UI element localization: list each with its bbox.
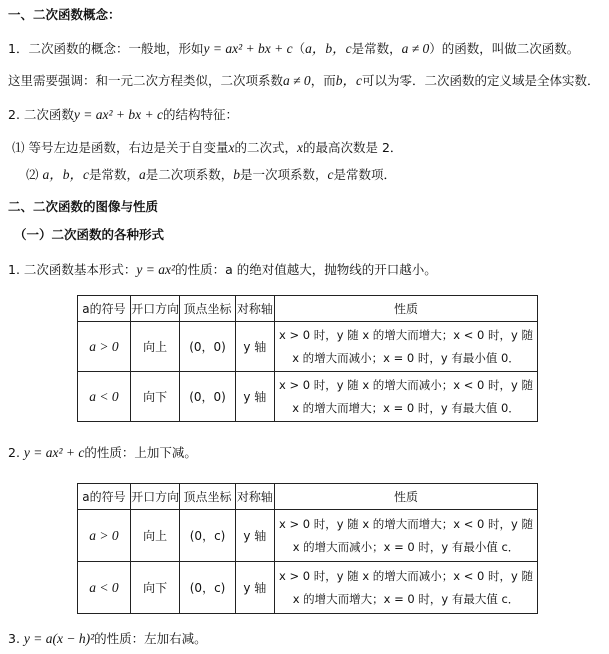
cell-direction: 向下 (130, 372, 180, 422)
paragraph-form-3 (8, 630, 207, 648)
cell-sign: a < 0 (78, 562, 131, 614)
cell-vertex: (0，0) (180, 372, 235, 422)
formula: a，b，c (42, 167, 89, 182)
property-line: x > 0 时，y 随 x 的增大而减小；x < 0 时，y 随 (279, 568, 533, 583)
header-sign: a的符号 (78, 484, 131, 510)
table-row (78, 372, 538, 422)
text: 是一次项系数， (240, 167, 328, 182)
formula: y = ax² + bx + c (73, 107, 164, 122)
subsection-heading-forms: （一）二次函数的各种形式 (14, 227, 165, 242)
paragraph-emphasis (8, 72, 599, 90)
cell-direction: 向下 (130, 562, 180, 614)
formula: y = ax² + bx + c (203, 41, 293, 56)
text: 是常数， (351, 41, 402, 56)
cell-vertex: (0，c) (180, 510, 235, 562)
cell-property (275, 510, 538, 562)
text: 的二次式， (234, 140, 297, 155)
property-line: x 的增大而增大；x = 0 时，y 有最大值 0． (292, 400, 520, 415)
property-line: x > 0 时，y 随 x 的增大而增大；x < 0 时，y 随 (279, 516, 533, 531)
property-line: x 的增大而减小；x = 0 时，y 有最小值 c． (292, 539, 520, 554)
text: 1. 二次函数基本形式： (8, 262, 137, 277)
table-row (78, 322, 538, 372)
paragraph-feature-2 (26, 166, 396, 184)
formula: x (228, 140, 235, 155)
cell-vertex: (0，c) (180, 562, 235, 614)
text: 这里需要强调：和一元二次方程类似，二次项系数 (8, 73, 284, 88)
text: 3. (8, 631, 24, 646)
table-row (78, 562, 538, 614)
formula: b (233, 167, 241, 182)
formula: b，c (335, 73, 362, 88)
text: ，而 (310, 73, 336, 88)
text: 的性质：上加下减。 (84, 445, 197, 460)
cell-property (275, 322, 538, 372)
cell-property (275, 372, 538, 422)
text: ⑴ 等号左边是函数，右边是关于自变量 (12, 140, 229, 155)
properties-table-1 (77, 295, 538, 422)
cell-sign: a < 0 (78, 372, 131, 422)
paragraph-structure (8, 106, 238, 124)
text: 是常数项． (333, 167, 397, 182)
formula: y = ax² + c (23, 445, 85, 460)
header-property: 性质 (275, 484, 538, 510)
formula: a ≠ 0 (283, 73, 311, 88)
text: 是二次项系数， (145, 167, 234, 182)
paragraph-feature-1 (12, 139, 402, 157)
formula: y = a(x − h)² (23, 631, 95, 646)
header-vertex: 顶点坐标 (180, 484, 235, 510)
cell-sign: a > 0 (78, 322, 131, 372)
section-heading-concept: 一、二次函数概念： (8, 7, 121, 22)
cell-axis: y 轴 (235, 322, 274, 372)
text: 是常数， (88, 167, 139, 182)
table-row (78, 510, 538, 562)
header-axis: 对称轴 (235, 296, 274, 322)
text: 的结构特征： (163, 107, 239, 122)
cell-direction: 向上 (130, 322, 180, 372)
text: 可以为零．二次函数的定义域是全体实数． (361, 73, 600, 88)
property-line: x > 0 时，y 随 x 的增大而增大；x < 0 时，y 随 (279, 327, 533, 342)
text: ）的函数，叫做二次函数。 (429, 41, 580, 56)
formula: a (139, 167, 146, 182)
property-line: x 的增大而增大；x = 0 时，y 有最大值 c． (292, 591, 520, 606)
text: ⑵ (26, 167, 43, 182)
properties-table-2 (77, 483, 538, 614)
text: （ (292, 41, 306, 56)
text: 的性质：左加右减。 (94, 631, 207, 646)
property-line: x > 0 时，y 随 x 的增大而减小；x < 0 时，y 随 (279, 377, 533, 392)
cell-axis: y 轴 (235, 562, 274, 614)
paragraph-form-2 (8, 444, 197, 462)
property-line: x 的增大而减小；x = 0 时，y 有最小值 0． (292, 350, 520, 365)
header-direction: 开口方向 (130, 296, 180, 322)
paragraph-definition (8, 40, 579, 58)
cell-axis: y 轴 (235, 372, 274, 422)
text: 2. (8, 445, 24, 460)
formula: a ≠ 0 (401, 41, 430, 56)
header-direction: 开口方向 (130, 484, 180, 510)
text: 的最高次数是 2． (303, 140, 403, 155)
text: 2. 二次函数 (8, 107, 74, 122)
text: 1．二次函数的概念：一般地，形如 (8, 41, 204, 56)
formula: c (327, 167, 334, 182)
header-vertex: 顶点坐标 (180, 296, 235, 322)
formula: x (297, 140, 303, 155)
text: 的性质：a 的绝对值越大，抛物线的开口越小。 (175, 262, 437, 277)
paragraph-basic-form (8, 261, 437, 279)
header-axis: 对称轴 (235, 484, 274, 510)
header-property: 性质 (275, 296, 538, 322)
cell-axis: y 轴 (235, 510, 274, 562)
formula: a，b，c (305, 41, 352, 56)
cell-sign: a > 0 (78, 510, 131, 562)
cell-property (275, 562, 538, 614)
header-sign: a的符号 (78, 296, 131, 322)
formula: y = ax² (136, 262, 176, 277)
cell-vertex: (0，0) (180, 322, 235, 372)
cell-direction: 向上 (130, 510, 180, 562)
section-heading-graph: 二、二次函数的图像与性质 (8, 199, 159, 214)
